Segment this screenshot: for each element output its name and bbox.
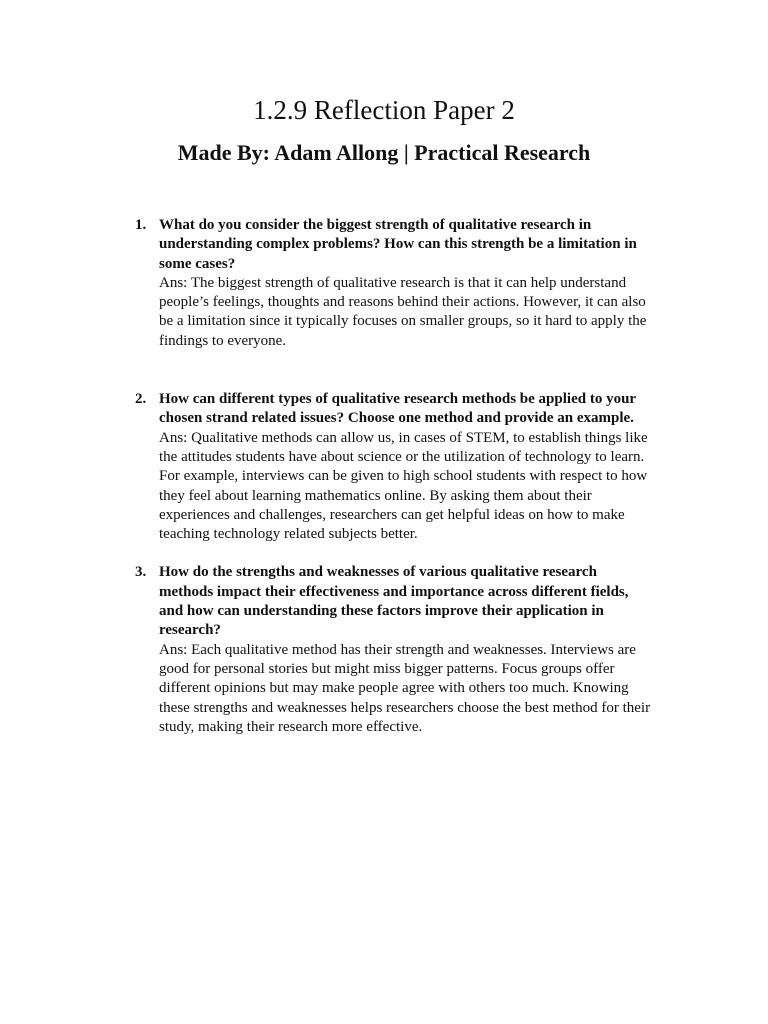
list-item <box>0 563 654 737</box>
page-subtitle: Made By: Adam Allong | Practical Research <box>177 140 591 165</box>
answer-text: Ans: Each qualitative method has their strength and weaknesses. Interviews are good for personal stories but might miss bigger patterns. Focus groups offer different opinions but may make people agree with others too much. Knowing these strengths and weaknesses helps researchers choose the best method for their study, making their research more effective. <box>159 641 651 735</box>
question-text: What do you consider the biggest strength of qualitative research in understanding complex problems? How can this strength be a limitation in some cases? <box>159 217 637 272</box>
question-text: How can different types of qualitative research methods be applied to your chosen strand related issues? Choose one method and provide an example. <box>159 391 636 427</box>
question-list <box>0 216 768 737</box>
answer-text: Ans: The biggest strength of qualitative research is that it can help understand people’s feelings, thoughts and reasons behind their actions. However, it can also be a limitation since it typically focuses on smaller groups, so it hard to apply the findings to everyone. <box>159 274 647 349</box>
question-text: How do the strengths and weaknesses of various qualitative research methods impact their effectiveness and importance across different fields, and how can understanding these factors improve their application in research? <box>159 564 629 639</box>
item-number: 1. <box>135 217 147 233</box>
item-number: 2. <box>135 391 147 408</box>
list-item <box>0 216 654 351</box>
list-item <box>0 390 654 544</box>
item-number: 3. <box>135 564 147 581</box>
page-title: 1.2.9 Reflection Paper 2 <box>253 95 515 125</box>
answer-text: Ans: Qualitative methods can allow us, in cases of STEM, to establish things like the attitudes students have about science or the utilization of technology to learn. For example, interviews can be given to high school students with respect to how they feel about learning mathematics online. By asking them about their experiences and challenges, researchers can get helpful ideas on how to make teaching technology related subjects better. <box>159 429 648 543</box>
